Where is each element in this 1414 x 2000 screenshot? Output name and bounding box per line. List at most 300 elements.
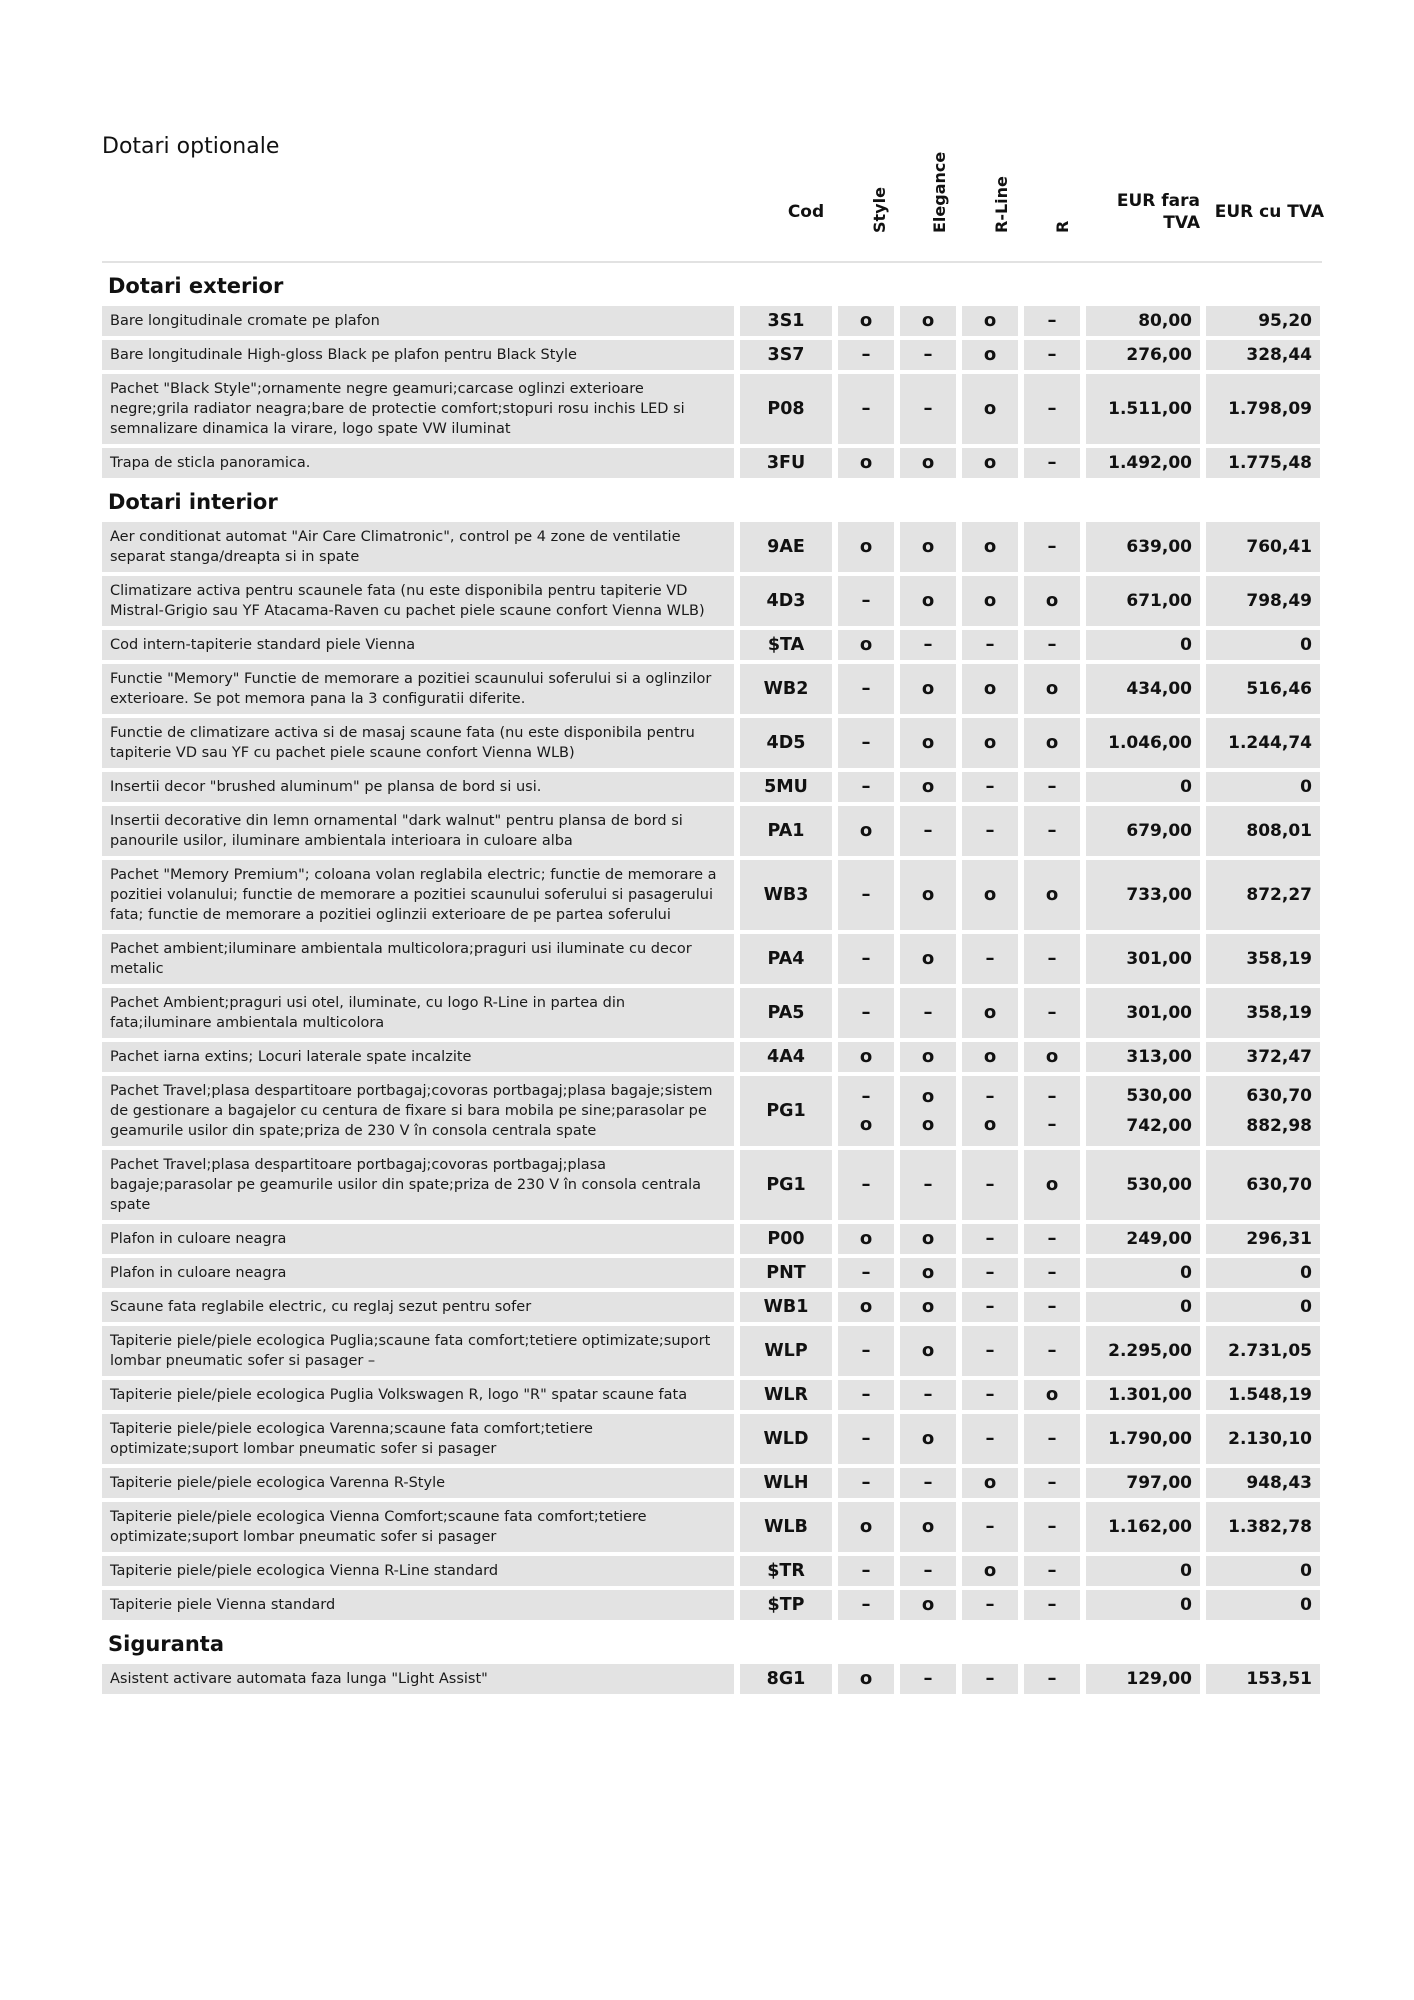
price-value: 0 [1180, 1297, 1192, 1317]
availability-elegance [900, 1380, 956, 1410]
availability-elegance [900, 1502, 956, 1552]
availability-mark: – [985, 820, 995, 841]
availability-elegance [900, 1468, 956, 1498]
availability-mark: o [1045, 732, 1059, 753]
availability-mark: – [861, 398, 871, 419]
availability-mark: o [983, 590, 997, 611]
price-value: 630,70 [1246, 1086, 1312, 1106]
availability-mark: – [923, 820, 933, 841]
price-eur-fara-tva [1086, 306, 1200, 336]
availability-r [1024, 1380, 1080, 1410]
section-title: Dotari exterior [108, 274, 284, 298]
option-description: Plafon in culoare neagra [102, 1224, 734, 1254]
price-eur-cu-tva [1206, 374, 1320, 444]
availability-mark: o [983, 678, 997, 699]
availability-elegance [900, 1414, 956, 1464]
price-value: 671,00 [1126, 591, 1192, 611]
price-eur-fara-tva [1086, 988, 1200, 1038]
price-value: 0 [1180, 777, 1192, 797]
availability-mark: – [985, 1516, 995, 1537]
availability-style [838, 1664, 894, 1694]
availability-style [838, 1150, 894, 1220]
price-value: 530,00 [1126, 1175, 1192, 1195]
availability-mark: – [1047, 398, 1057, 419]
availability-style [838, 772, 894, 802]
price-value: 276,00 [1126, 345, 1192, 365]
availability-mark: – [923, 634, 933, 655]
availability-r [1024, 1150, 1080, 1220]
option-code: P00 [740, 1224, 832, 1254]
price-value: 153,51 [1246, 1669, 1312, 1689]
price-eur-fara-tva [1086, 1556, 1200, 1586]
table-row [102, 860, 1322, 930]
table-row [102, 772, 1322, 802]
price-eur-fara-tva [1086, 772, 1200, 802]
availability-style [838, 1076, 894, 1146]
availability-mark: – [923, 1002, 933, 1023]
price-eur-cu-tva [1206, 1468, 1320, 1498]
availability-mark: o [921, 1594, 935, 1615]
price-value: 1.798,09 [1228, 399, 1312, 419]
availability-rline [962, 630, 1018, 660]
option-code: WLR [740, 1380, 832, 1410]
option-code: 3S7 [740, 340, 832, 370]
availability-mark: o [859, 634, 873, 655]
price-eur-fara-tva [1086, 1150, 1200, 1220]
availability-style [838, 1326, 894, 1376]
price-value: 296,31 [1246, 1229, 1312, 1249]
availability-mark: o [983, 536, 997, 557]
availability-elegance [900, 1150, 956, 1220]
option-code: PG1 [740, 1150, 832, 1220]
availability-mark: o [921, 678, 935, 699]
availability-rline [962, 1224, 1018, 1254]
availability-r [1024, 448, 1080, 478]
availability-mark: o [921, 1228, 935, 1249]
availability-mark: o [859, 820, 873, 841]
price-value: 1.046,00 [1108, 733, 1192, 753]
price-eur-fara-tva [1086, 1326, 1200, 1376]
option-code: 3S1 [740, 306, 832, 336]
table-row [102, 576, 1322, 626]
availability-mark: – [1047, 820, 1057, 841]
price-value: 630,70 [1246, 1175, 1312, 1195]
availability-mark: o [1045, 1046, 1059, 1067]
table-row [102, 718, 1322, 768]
availability-mark: – [923, 1472, 933, 1493]
price-value: 1.244,74 [1228, 733, 1312, 753]
col-header-style-label: Style [870, 187, 889, 233]
availability-r [1024, 806, 1080, 856]
availability-mark: o [859, 1668, 873, 1689]
availability-mark: – [861, 344, 871, 365]
availability-elegance [900, 522, 956, 572]
availability-r [1024, 576, 1080, 626]
price-eur-fara-tva [1086, 1414, 1200, 1464]
option-description: Pachet "Memory Premium"; coloana volan reglabila electric; functie de memorare a pozitiei volanului; functie de memorare a pozitiei scaunului soferului si pasagerului fata; functie de memorare a pozitiei oglinzii exterioare de pe partea soferului [102, 860, 734, 930]
price-eur-fara-tva [1086, 1292, 1200, 1322]
availability-elegance [900, 1664, 956, 1694]
option-description: Tapiterie piele/piele ecologica Puglia Volkswagen R, logo "R" spatar scaune fata [102, 1380, 734, 1410]
table-header [102, 151, 1324, 262]
availability-elegance [900, 988, 956, 1038]
availability-elegance [900, 718, 956, 768]
availability-mark: – [861, 1262, 871, 1283]
availability-style [838, 448, 894, 478]
availability-mark: o [859, 1114, 873, 1135]
availability-mark: – [985, 1086, 995, 1107]
option-code: 4A4 [740, 1042, 832, 1072]
section-0 [102, 266, 1322, 478]
option-description: Tapiterie piele/piele ecologica Puglia;scaune fata comfort;tetiere optimizate;suport lombar pneumatic sofer si pasager – [102, 1326, 734, 1376]
availability-mark: o [921, 776, 935, 797]
availability-mark: – [861, 1472, 871, 1493]
price-eur-cu-tva [1206, 306, 1320, 336]
availability-elegance [900, 860, 956, 930]
availability-mark: o [983, 1560, 997, 1581]
option-description: Pachet Travel;plasa despartitoare portbagaj;covoras portbagaj;plasa bagaje;sistem de gestionare a bagajelor cu centura de fixare si bara mobila pe sine;parasolar pe geamurile usilor din spate;priza de 230 V în consola centrala spate [102, 1076, 734, 1146]
table-row [102, 1150, 1322, 1220]
availability-mark: – [861, 1428, 871, 1449]
price-eur-fara-tva [1086, 1258, 1200, 1288]
availability-r [1024, 1556, 1080, 1586]
option-code: WB3 [740, 860, 832, 930]
price-value: 733,00 [1126, 885, 1192, 905]
option-code: PA4 [740, 934, 832, 984]
price-eur-fara-tva [1086, 806, 1200, 856]
option-description: Bare longitudinale cromate pe plafon [102, 306, 734, 336]
col-header-r [1025, 168, 1081, 262]
table-row [102, 306, 1322, 336]
price-value: 742,00 [1126, 1116, 1192, 1136]
option-description: Insertii decor "brushed aluminum" pe plansa de bord si usi. [102, 772, 734, 802]
price-eur-cu-tva [1206, 1224, 1320, 1254]
price-eur-cu-tva [1206, 664, 1320, 714]
availability-mark: – [923, 398, 933, 419]
availability-mark: – [923, 344, 933, 365]
availability-style [838, 1502, 894, 1552]
availability-mark: – [1047, 1340, 1057, 1361]
availability-mark: o [1045, 1384, 1059, 1405]
availability-mark: – [985, 1228, 995, 1249]
price-value: 530,00 [1126, 1086, 1192, 1106]
availability-mark: o [859, 452, 873, 473]
option-description: Tapiterie piele/piele ecologica Vienna R-Line standard [102, 1556, 734, 1586]
price-value: 639,00 [1126, 537, 1192, 557]
price-value: 80,00 [1138, 311, 1192, 331]
availability-elegance [900, 1326, 956, 1376]
table-row [102, 1380, 1322, 1410]
availability-r [1024, 1502, 1080, 1552]
availability-mark: – [861, 590, 871, 611]
availability-mark: o [921, 1296, 935, 1317]
price-value: 358,19 [1246, 949, 1312, 969]
price-eur-cu-tva [1206, 1150, 1320, 1220]
option-code: $TR [740, 1556, 832, 1586]
col-header-elegance-label: Elegance [930, 151, 949, 233]
availability-style [838, 1292, 894, 1322]
table-row [102, 374, 1322, 444]
availability-mark: o [921, 1086, 935, 1107]
availability-elegance [900, 340, 956, 370]
price-value: 760,41 [1246, 537, 1312, 557]
table-row [102, 1468, 1322, 1498]
availability-mark: – [985, 1384, 995, 1405]
availability-r [1024, 1326, 1080, 1376]
availability-mark: o [983, 1114, 997, 1135]
price-eur-cu-tva [1206, 1556, 1320, 1586]
availability-mark: – [861, 1086, 871, 1107]
price-value: 0 [1300, 1297, 1312, 1317]
availability-elegance [900, 664, 956, 714]
availability-rline [962, 1258, 1018, 1288]
availability-rline [962, 772, 1018, 802]
option-code: PA1 [740, 806, 832, 856]
price-value: 2.731,05 [1228, 1341, 1312, 1361]
availability-mark: o [921, 1340, 935, 1361]
availability-mark: – [1047, 776, 1057, 797]
price-value: 0 [1180, 1595, 1192, 1615]
availability-mark: o [859, 1296, 873, 1317]
table-row [102, 1258, 1322, 1288]
availability-mark: o [859, 1046, 873, 1067]
availability-elegance [900, 576, 956, 626]
price-eur-cu-tva [1206, 1258, 1320, 1288]
availability-elegance [900, 448, 956, 478]
section-title: Dotari interior [108, 490, 278, 514]
price-value: 679,00 [1126, 821, 1192, 841]
availability-mark: o [921, 452, 935, 473]
availability-rline [962, 306, 1018, 336]
availability-r [1024, 988, 1080, 1038]
availability-mark: – [861, 1002, 871, 1023]
availability-mark: – [985, 776, 995, 797]
availability-r [1024, 1664, 1080, 1694]
option-description: Functie de climatizare activa si de masaj scaune fata (nu este disponibila pentru tapiterie VD sau YF cu pachet piele scaune confort Vienna WLB) [102, 718, 734, 768]
availability-mark: o [1045, 590, 1059, 611]
availability-r [1024, 860, 1080, 930]
option-description: Pachet Travel;plasa despartitoare portbagaj;covoras portbagaj;plasa bagaje;parasolar pe geamurile usilor din spate;priza de 230 V în consola centrala spate [102, 1150, 734, 1220]
price-eur-cu-tva [1206, 576, 1320, 626]
availability-style [838, 306, 894, 336]
availability-mark: – [1047, 634, 1057, 655]
option-code: 4D3 [740, 576, 832, 626]
option-description: Scaune fata reglabile electric, cu reglaj sezut pentru sofer [102, 1292, 734, 1322]
availability-rline [962, 1150, 1018, 1220]
price-value: 0 [1300, 777, 1312, 797]
availability-style [838, 988, 894, 1038]
availability-rline [962, 1468, 1018, 1498]
availability-mark: – [861, 884, 871, 905]
availability-mark: – [985, 1668, 995, 1689]
availability-mark: o [983, 452, 997, 473]
option-description: Bare longitudinale High-gloss Black pe plafon pentru Black Style [102, 340, 734, 370]
availability-mark: – [1047, 1516, 1057, 1537]
availability-r [1024, 1042, 1080, 1072]
availability-mark: – [1047, 1560, 1057, 1581]
table-row [102, 522, 1322, 572]
availability-rline [962, 1042, 1018, 1072]
availability-mark: – [1047, 1086, 1057, 1107]
availability-rline [962, 374, 1018, 444]
availability-rline [962, 664, 1018, 714]
price-value: 516,46 [1246, 679, 1312, 699]
price-eur-fara-tva [1086, 576, 1200, 626]
price-eur-cu-tva [1206, 1042, 1320, 1072]
availability-r [1024, 1258, 1080, 1288]
price-value: 372,47 [1246, 1047, 1312, 1067]
col-header-eur-fara-tva: EUR fara TVA [1116, 191, 1200, 233]
price-eur-fara-tva [1086, 340, 1200, 370]
price-eur-cu-tva [1206, 1292, 1320, 1322]
availability-mark: – [1047, 1262, 1057, 1283]
option-description: Functie "Memory" Functie de memorare a pozitiei scaunului soferului si a oglinzilor exterioare. Se pot memora pana la 3 configuratii diferite. [102, 664, 734, 714]
availability-rline [962, 1556, 1018, 1586]
availability-mark: – [1047, 1114, 1057, 1135]
price-value: 129,00 [1126, 1669, 1192, 1689]
availability-rline [962, 340, 1018, 370]
price-value: 95,20 [1258, 311, 1312, 331]
option-description: Plafon in culoare neagra [102, 1258, 734, 1288]
price-value: 0 [1300, 1561, 1312, 1581]
option-description: Pachet iarna extins; Locuri laterale spate incalzite [102, 1042, 734, 1072]
price-eur-cu-tva [1206, 522, 1320, 572]
price-eur-cu-tva [1206, 934, 1320, 984]
availability-mark: – [1047, 1228, 1057, 1249]
price-value: 434,00 [1126, 679, 1192, 699]
price-value: 1.301,00 [1108, 1385, 1192, 1405]
availability-mark: – [1047, 1472, 1057, 1493]
option-description: Tapiterie piele/piele ecologica Varenna R-Style [102, 1468, 734, 1498]
availability-style [838, 1042, 894, 1072]
option-description: Climatizare activa pentru scaunele fata (nu este disponibila pentru tapiterie VD Mistral-Grigio sau YF Atacama-Raven cu pachet piele scaune confort Vienna WLB) [102, 576, 734, 626]
section-2 [102, 1624, 1322, 1694]
price-value: 798,49 [1246, 591, 1312, 611]
price-value: 808,01 [1246, 821, 1312, 841]
option-code: WLP [740, 1326, 832, 1376]
availability-r [1024, 772, 1080, 802]
section-title: Siguranta [108, 1632, 224, 1656]
availability-mark: – [985, 1262, 995, 1283]
availability-style [838, 718, 894, 768]
availability-r [1024, 1292, 1080, 1322]
price-eur-fara-tva [1086, 1224, 1200, 1254]
col-header-style [842, 168, 898, 262]
availability-elegance [900, 772, 956, 802]
option-code: WLH [740, 1468, 832, 1498]
page-title: Dotari optionale [102, 134, 280, 159]
availability-r [1024, 1590, 1080, 1620]
price-value: 1.548,19 [1228, 1385, 1312, 1405]
table-row [102, 1590, 1322, 1620]
price-value: 2.130,10 [1228, 1429, 1312, 1449]
availability-style [838, 1258, 894, 1288]
header-divider [102, 261, 1322, 263]
price-value: 249,00 [1126, 1229, 1192, 1249]
availability-r [1024, 718, 1080, 768]
availability-elegance [900, 1042, 956, 1072]
availability-mark: – [1047, 1594, 1057, 1615]
option-code: WB1 [740, 1292, 832, 1322]
availability-r [1024, 934, 1080, 984]
availability-r [1024, 630, 1080, 660]
availability-mark: – [923, 1384, 933, 1405]
availability-elegance [900, 306, 956, 336]
col-header-cod: Cod [787, 202, 825, 222]
availability-mark: – [923, 1668, 933, 1689]
price-value: 872,27 [1246, 885, 1312, 905]
price-value: 301,00 [1126, 1003, 1192, 1023]
option-description: Asistent activare automata faza lunga "Light Assist" [102, 1664, 734, 1694]
availability-mark: o [921, 732, 935, 753]
price-eur-cu-tva [1206, 1076, 1320, 1146]
availability-elegance [900, 1258, 956, 1288]
availability-rline [962, 1076, 1018, 1146]
availability-style [838, 630, 894, 660]
option-code: WLB [740, 1502, 832, 1552]
price-value: 1.775,48 [1228, 453, 1312, 473]
availability-elegance [900, 806, 956, 856]
availability-mark: – [1047, 1296, 1057, 1317]
availability-style [838, 522, 894, 572]
availability-elegance [900, 1590, 956, 1620]
availability-mark: – [1047, 948, 1057, 969]
price-eur-cu-tva [1206, 806, 1320, 856]
availability-rline [962, 448, 1018, 478]
availability-mark: o [859, 536, 873, 557]
option-description: Pachet Ambient;praguri usi otel, iluminate, cu logo R-Line in partea din fata;iluminare ambientala multicolora [102, 988, 734, 1038]
option-code: 9AE [740, 522, 832, 572]
price-eur-fara-tva [1086, 1664, 1200, 1694]
availability-r [1024, 340, 1080, 370]
table-row [102, 1414, 1322, 1464]
price-eur-cu-tva [1206, 630, 1320, 660]
availability-r [1024, 1414, 1080, 1464]
option-description: Aer conditionat automat "Air Care Climatronic", control pe 4 zone de ventilatie separat stanga/dreapta si in spate [102, 522, 734, 572]
availability-style [838, 1414, 894, 1464]
availability-mark: – [861, 1384, 871, 1405]
table-row [102, 664, 1322, 714]
price-eur-cu-tva [1206, 1326, 1320, 1376]
table-row [102, 1502, 1322, 1552]
price-value: 313,00 [1126, 1047, 1192, 1067]
table-row [102, 1224, 1322, 1254]
price-value: 2.295,00 [1108, 1341, 1192, 1361]
availability-mark: – [985, 948, 995, 969]
price-eur-cu-tva [1206, 1590, 1320, 1620]
option-code: 5MU [740, 772, 832, 802]
price-value: 0 [1300, 635, 1312, 655]
availability-mark: – [985, 1594, 995, 1615]
availability-r [1024, 1224, 1080, 1254]
price-eur-cu-tva [1206, 860, 1320, 930]
price-eur-cu-tva [1206, 448, 1320, 478]
availability-mark: – [985, 634, 995, 655]
availability-mark: – [861, 948, 871, 969]
price-eur-cu-tva [1206, 1664, 1320, 1694]
availability-mark: – [1047, 1002, 1057, 1023]
option-description: Pachet "Black Style";ornamente negre geamuri;carcase oglinzi exterioare negre;grila radiator neagra;bare de protectie comfort;stopuri rosu inchis LED si semnalizare dinamica la virare, logo spate VW iluminat [102, 374, 734, 444]
price-eur-cu-tva [1206, 988, 1320, 1038]
option-description: Tapiterie piele/piele ecologica Vienna Comfort;scaune fata comfort;tetiere optimizate;suport lombar pneumatic sofer si pasager [102, 1502, 734, 1552]
availability-mark: o [983, 398, 997, 419]
option-description: Insertii decorative din lemn ornamental "dark walnut" pentru plansa de bord si panourile usilor, iluminare ambientala interioara in culoare alba [102, 806, 734, 856]
availability-mark: – [1047, 310, 1057, 331]
price-value: 1.511,00 [1108, 399, 1192, 419]
option-code: WLD [740, 1414, 832, 1464]
col-header-rline [964, 168, 1020, 262]
availability-mark: – [861, 776, 871, 797]
